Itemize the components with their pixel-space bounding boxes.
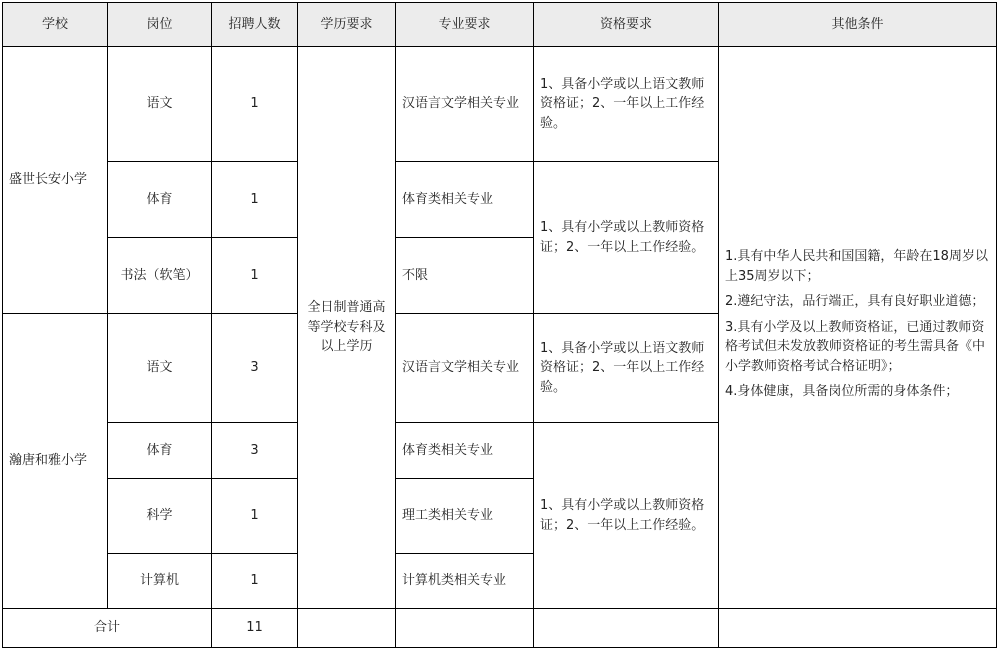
major-cell: 计算机类相关专业 (396, 554, 534, 609)
count-cell: 1 (212, 47, 298, 162)
other-condition-item: 4.身体健康，具备岗位所需的身体条件； (725, 384, 959, 400)
header-other: 其他条件 (719, 3, 997, 47)
count-cell: 1 (212, 554, 298, 609)
table-row (3, 47, 997, 162)
count-cell: 3 (212, 314, 298, 423)
other-conditions (719, 47, 997, 609)
major-cell: 汉语言文学相关专业 (396, 47, 534, 162)
position-cell: 科学 (108, 479, 212, 554)
recruitment-table (2, 2, 997, 648)
total-row (3, 609, 997, 648)
header-school: 学校 (3, 3, 108, 47)
qualification-cell: 1、具有小学或以上教师资格证；2、一年以上工作经验。 (534, 162, 719, 314)
position-cell: 书法（软笔） (108, 238, 212, 314)
major-cell: 汉语言文学相关专业 (396, 314, 534, 423)
header-position: 岗位 (108, 3, 212, 47)
school-name: 盛世长安小学 (3, 47, 108, 314)
empty-cell (298, 609, 396, 648)
other-condition-item: 3.具有小学及以上教师资格证，已通过教师资格考试但未发放教师资格证的考生需具备《中小学教师资格考试合格证明》； (725, 319, 986, 374)
qualification-cell: 1、具有小学或以上教师资格证；2、一年以上工作经验。 (534, 423, 719, 609)
empty-cell (719, 609, 997, 648)
total-count: 11 (212, 609, 298, 648)
position-cell: 体育 (108, 423, 212, 479)
qualification-cell: 1、具备小学或以上语文教师资格证；2、一年以上工作经验。 (534, 47, 719, 162)
major-cell: 体育类相关专业 (396, 423, 534, 479)
empty-cell (396, 609, 534, 648)
count-cell: 3 (212, 423, 298, 479)
major-cell: 体育类相关专业 (396, 162, 534, 238)
qualification-cell: 1、具备小学或以上语文教师资格证；2、一年以上工作经验。 (534, 314, 719, 423)
position-cell: 语文 (108, 47, 212, 162)
header-education: 学历要求 (298, 3, 396, 47)
major-cell: 不限 (396, 238, 534, 314)
school-name: 瀚唐和雅小学 (3, 314, 108, 609)
total-label: 合计 (3, 609, 212, 648)
position-cell: 体育 (108, 162, 212, 238)
major-cell: 理工类相关专业 (396, 479, 534, 554)
empty-cell (534, 609, 719, 648)
header-count: 招聘人数 (212, 3, 298, 47)
other-condition-item: 2.遵纪守法，品行端正，具有良好职业道德； (725, 294, 985, 310)
count-cell: 1 (212, 479, 298, 554)
count-cell: 1 (212, 238, 298, 314)
header-major: 专业要求 (396, 3, 534, 47)
count-cell: 1 (212, 162, 298, 238)
other-condition-item: 1.具有中华人民共和国国籍，年龄在18周岁以上35周岁以下； (725, 249, 988, 284)
header-row (3, 3, 997, 47)
position-cell: 计算机 (108, 554, 212, 609)
header-qualification: 资格要求 (534, 3, 719, 47)
education-requirement: 全日制普通高等学校专科及以上学历 (298, 47, 396, 609)
position-cell: 语文 (108, 314, 212, 423)
